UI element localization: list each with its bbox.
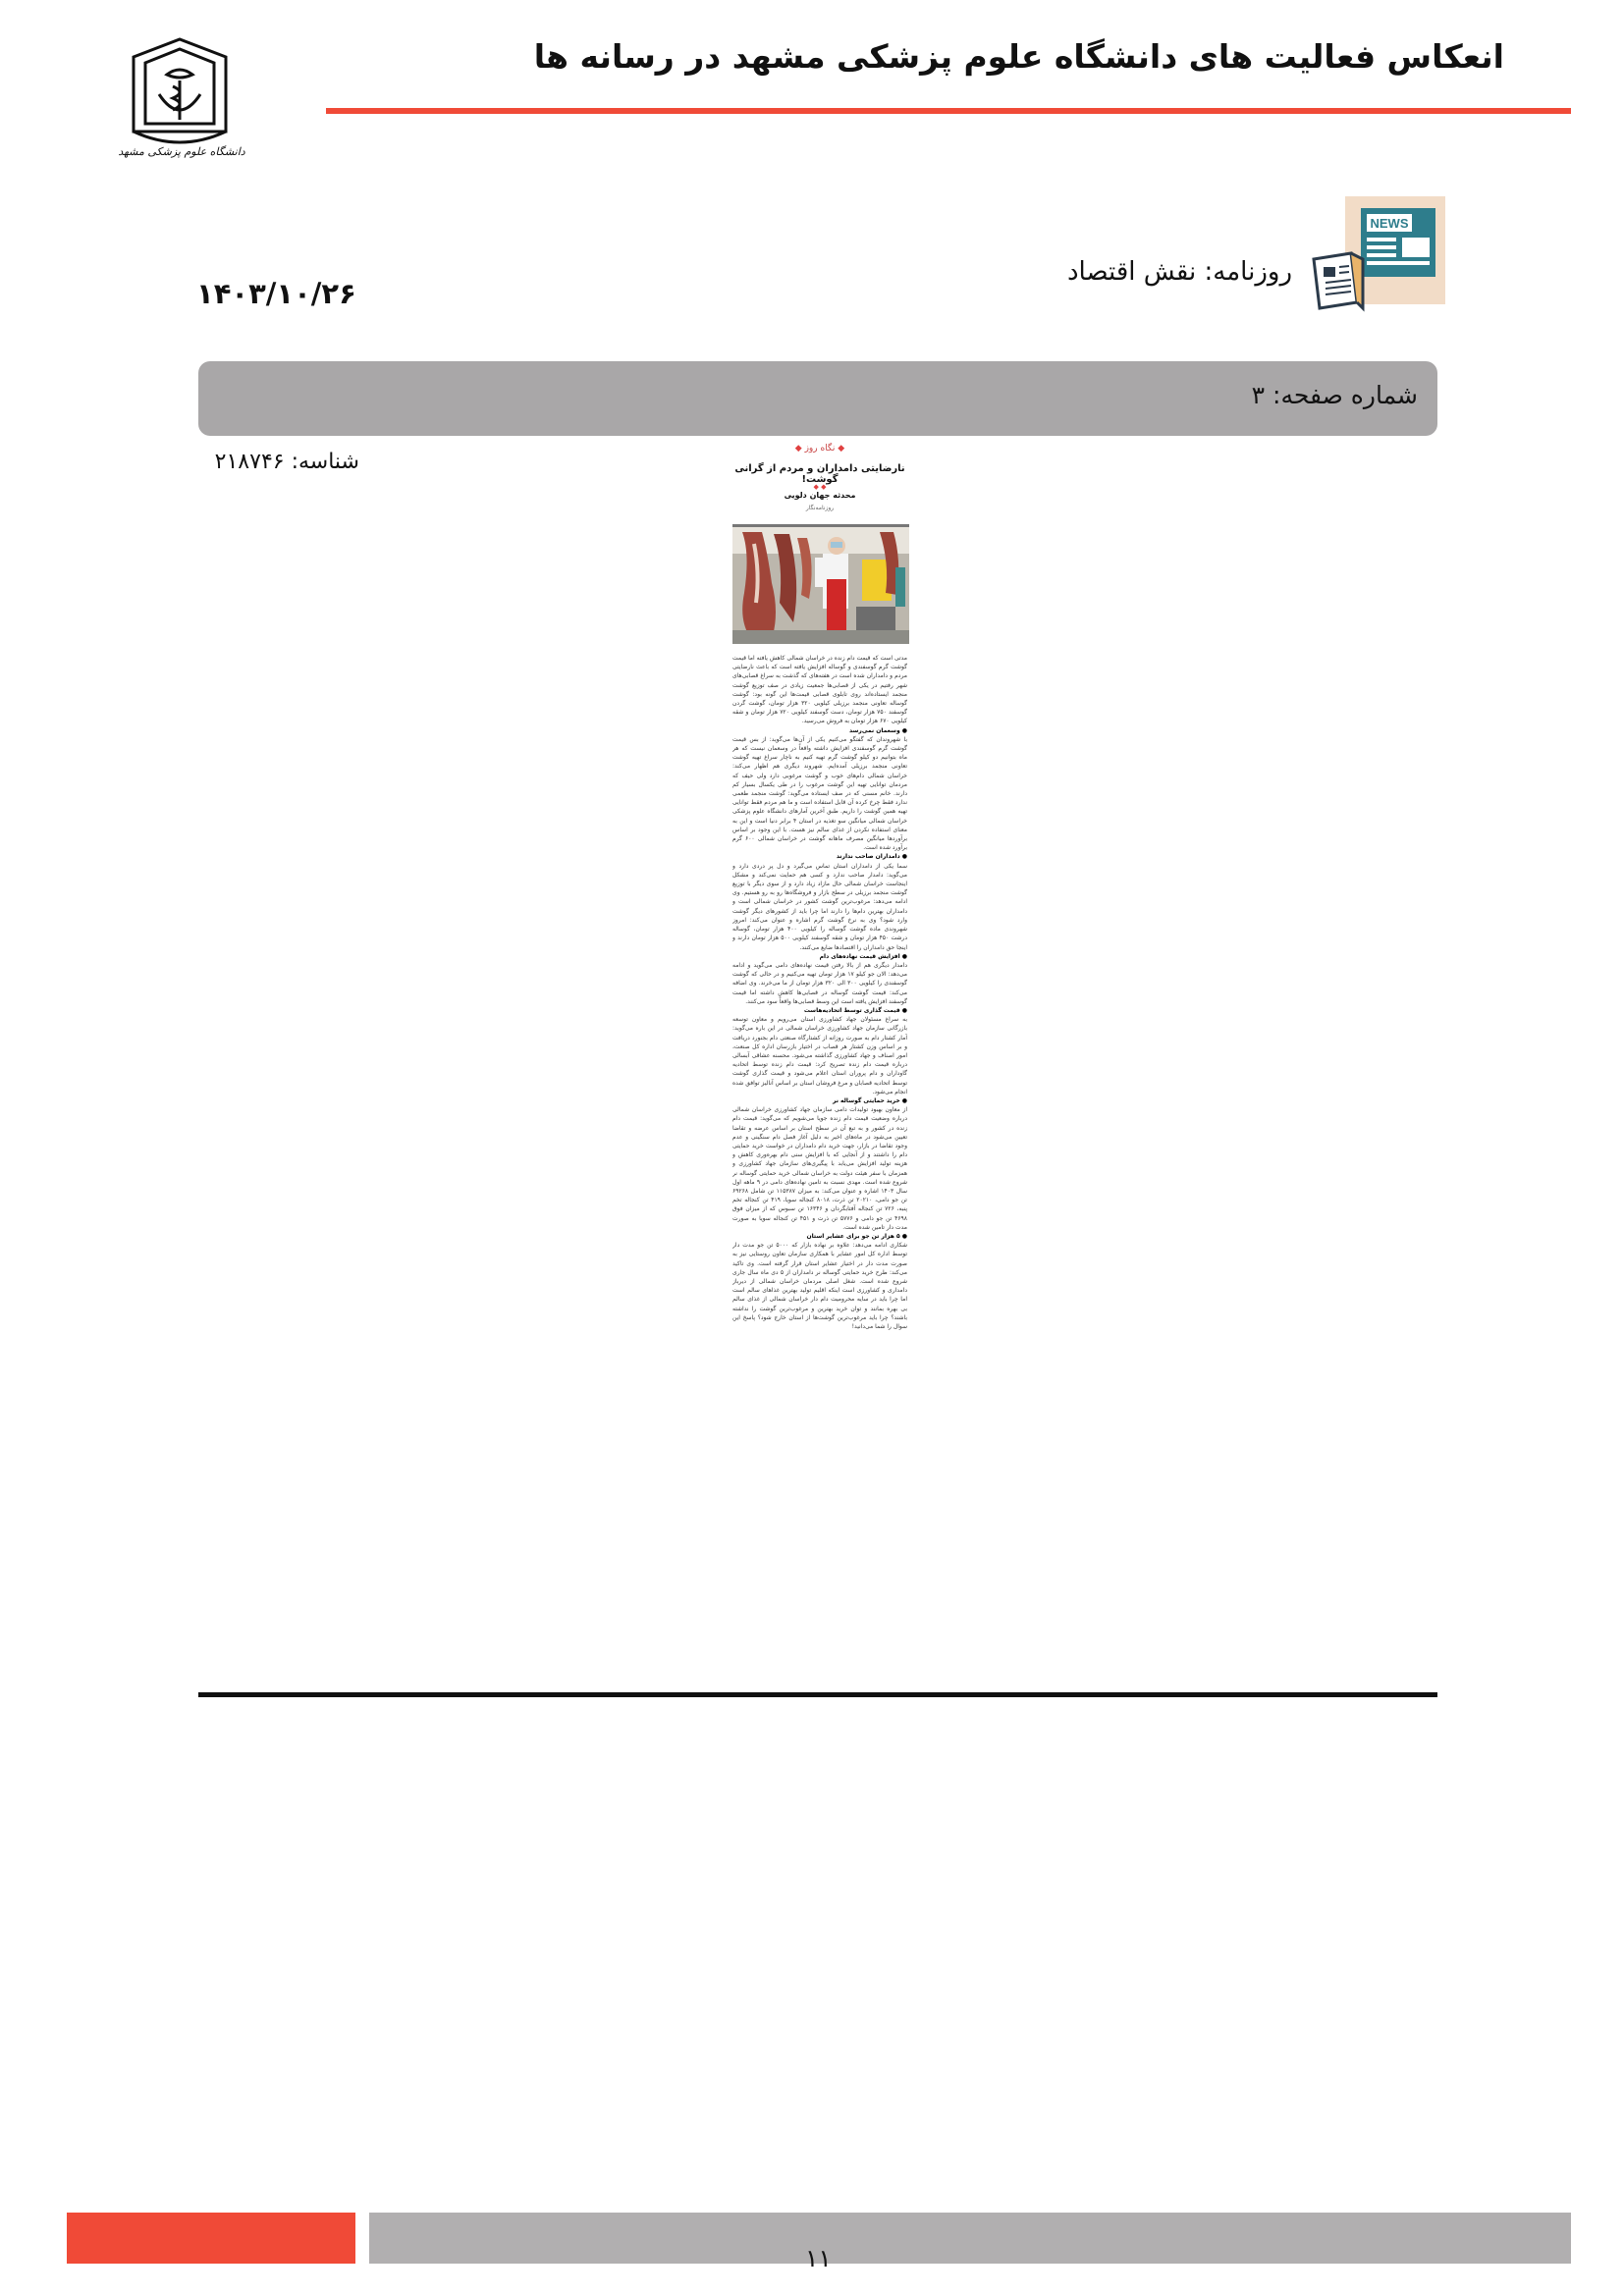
- report-title: انعکاس فعالیت های دانشگاه علوم پزشکی مشهد در رسانه ها: [533, 37, 1504, 76]
- clipping-kicker: ◆ نگاه روز ◆: [794, 444, 845, 454]
- university-emblem-icon: [116, 35, 244, 169]
- butcher-shop-photo: [732, 524, 909, 644]
- clipping-author-role: روزنامه‌نگار: [805, 505, 835, 511]
- clipping-identifier: شناسه: ۲۱۸۷۴۶: [214, 450, 359, 474]
- divider-ornament: ◆ ◆: [813, 483, 827, 491]
- clipping-subheading: وسعمان نمی‌رسد: [849, 726, 900, 734]
- page-number-label: شماره صفحه: ۳: [1251, 381, 1418, 409]
- clipping-paragraph: دامدار دیگری هم از بالا رفتن قیمت نهاده‌های دامی می‌گوید و ادامه می‌دهد: الان جو کیلو ۱۷ هزار تومان تهیه می‌کنیم و در حالی که گوشت گوسفندی را کیلویی ۳۰۰ الی ۳۲۰ هزار تومان از ما می‌خرند. وی اضافه می‌کند: قیمت گوشت گوساله در قصابی‌ها کاهش داشته اما قیمت گوسفند افزایش یافته است این وسط قصابی‌ها واقعاً سود می‌کنند.: [732, 961, 907, 1005]
- svg-text:NEWS: NEWS: [1370, 216, 1409, 231]
- newspaper-name: روزنامه: نقش اقتصاد: [1066, 257, 1292, 287]
- clipping-author: محدثه جهان دلویی: [784, 491, 856, 500]
- clipping-subheading: خرید حمایتی گوساله نر: [832, 1096, 900, 1104]
- clipping-headline: نارضایتی دامداران و مردم از گرانی گوشت!: [734, 463, 905, 485]
- clipping-paragraph: شکاری ادامه می‌دهد: علاوه بر نهاده بازار که ۵۰۰۰ تن جو مدت دار توسط اداره کل امور عشایر با همکاری سازمان تعاون روستایی نیز به صورت مدت دار در اختیار عشایر استان قرار گرفته است. وی تاکید می‌کند: طرح خرید حمایتی گوساله نر دامداران از ۵ دی ماه سال جاری شروع شده است. شغل اصلی مردمان خراسان شمالی از دیرباز دامداری و کشاورزی است اینکه اقلیم تولید بهترین غذاهای سالم است اما چرا باید در سایه محرومیت دام دار خراسان شمالی از غذای سالم بی بهره بمانند و توان خرید بهترین و مرغوب‌ترین گوشت را نداشته باشند؟ چرا باید مرغوب‌ترین گوشت‌ها از استان خارج شود؟ پاسخ این سوال را شما می‌دانید!: [732, 1242, 907, 1331]
- footer-bar: [369, 2213, 1571, 2264]
- footer-page-number: ۱۱: [805, 2244, 832, 2272]
- university-caption: دانشگاه علوم پزشکی مشهد: [118, 145, 245, 158]
- clipping-paragraph: با شهروندان که گفتگو می‌کنیم یکی از آن‌ها می‌گوید: از بس قیمت گوشت گرم گوسفندی افزایش داشته واقعاً در وسعمان نیست که هر ماه بتوانیم دو کیلو گوشت گرم تهیه کنیم به ناچار سراغ تهیه گوشت تعاونی منجمد برزیلی آمده‌ایم. شهروند دیگری هم اظهار می‌کند: خراسان شمالی دام‌های خوب و گوشت مرغوبی دارد ولی حیف که مردمان توانایی تهیه این گوشت مرغوب را در طی یکسال بسیار کم دارند. خانم مسنی که در صف ایستاده می‌گوید: گوشت منجمد طعمی ندارد فقط چرخ کرده آن قابل استفاده است و ما هم مردم فقط توانایی تهیه همین گوشت را داریم. طبق آخرین آمارهای دانشگاه علوم پزشکی خراسان شمالی میانگین سو تغذیه در استان ۴ برابر دنیا است و این به معنای استفاده نکردن از غذای سالم نیز هست. با این وجود بر اساس برآوردها میانگین مصرف ماهانه گوشت در خراسان شمالی ۶۰۰ گرم برآورد شده است.: [732, 735, 907, 852]
- page-number-bar: [198, 361, 1437, 436]
- newspaper-clipping: [729, 440, 911, 1643]
- clipping-subheading: ۵ هزار تن جو برای عشایر استان: [806, 1233, 900, 1240]
- clipping-body: مدتی است که قیمت دام زنده در خراسان شمالی کاهش یافته اما قیمت گوشت گرم گوسفندی و گوساله افزایش یافته است که باعث نارضایتی مردم و دامداران شده است در هفته‌های که گذشت به سراغ قصابی‌های شهر رفتیم در یکی از قصابی‌ها جمعیت زیادی در صف توزیع گوشت منجمد ایستاده‌اند روی تابلوی قصابی قیمت‌ها این گونه بود: گوشت گوساله تعاونی منجمد برزیلی کیلویی ۳۲۰ هزار تومان، گوشت گردن گوسفند ۷۵۰ هزار تومان، دست گوسفند کیلویی ۷۲۰ هزار تومان و شقه کیلویی ۶۷۰ هزار تومان به فروش می‌رسید. ● وسعمان نمی‌رسد با شهروندان که گفتگو می‌کنیم یکی از آن‌ها می‌گوید: از بس قیمت گوشت گرم گوسفندی افزایش داشته واقعاً در وسعمان نیست که هر ماه بتوانیم دو کیلو گوشت گرم تهیه کنیم به ناچار سراغ تهیه گوشت تعاونی منجمد برزیلی آمده‌ایم. شهروند دیگری هم اظهار می‌کند: خراسان شمالی دام‌های خوب و گوشت مرغوبی دارد ولی حیف که مردمان توانایی تهیه این گوشت مرغوب را در طی یکسال بسیار کم دارند. خانم مسنی که در صف ایستاده می‌گوید: گوشت منجمد طعمی ندارد فقط چرخ کرده آن قابل استفاده است و ما هم مردم فقط توانایی تهیه همین گوشت را داریم. طبق آخرین آمارهای دانشگاه علوم پزشکی خراسان شمالی میانگین سو تغذیه در استان ۴ برابر دنیا است و این به معنای استفاده نکردن از غذای سالم نیز هست. با این وجود بر اساس برآوردها میانگین مصرف ماهانه گوشت در خراسان شمالی ۶۰۰ گرم برآورد شده است. ● دامداران صاحب ندارند سما یکی از دامداران استان تماس می‌گیرد و دل پر دردی دارد و می‌گوید: دامدار صاحب ندارد و کسی هم حمایت نمی‌کند و مشکل اینجاست خراسان شمالی حال مازاد زیاد دارد و از سوی دیگر با توزیع گوشت منجمد برزیلی در سطح بازار و فروشگاه‌ها رو به رو هستیم. وی ادامه می‌دهد: مرغوب‌ترین گوشت کشور در خراسان شمالی است و دامداران بهترین دام‌ها را دارند اما چرا باید از کشورهای دیگر گوشت وارد شود؟ وی به نرخ گوشت گرم اشاره و عنوان می‌کند: امروز شهروندی ماده گوشت گوساله را کیلویی ۴۰۰ هزار تومان، گوساله درشت ۴۵۰ هزار تومان و شقه گوسفند کیلویی ۵۰۰ هزار تومان دارند و اینجا حق دامداران را اقتصادها ضایع می‌کنند. ● افزایش قیمت نهاده‌های دام دامدار دیگری هم از بالا رفتن قیمت نهاده‌های دامی می‌گوید و ادامه می‌دهد: الان جو کیلو ۱۷ هزار تومان تهیه می‌کنیم و در حالی که گوشت گوسفندی را کیلویی ۳۰۰ الی ۳۲۰ هزار تومان از ما می‌خرند. وی اضافه می‌کند: قیمت گوشت گوساله در قصابی‌ها کاهش داشته اما قیمت گوسفند افزایش یافته است این وسط قصابی‌ها واقعاً سود می‌کنند. ● قیمت گذاری توسط اتحادیه‌هاست به سراغ مسئولان جهاد کشاورزی استان می‌رویم و معاون توسعه بازرگانی سازمان جهاد کشاورزی خراسان شمالی در این باره می‌گوید: آمار کشتار دام به صورت روزانه از کشتارگاه صنعتی دام بجنورد دریافت و بر اساس وزن کشتار هر قصاب در اختیار بازرسان اداره کل صنعت، امور اصناف و جهاد کشاورزی گذاشته می‌شود. محسنه عشاقی آبسالی درباره قیمت دام زنده تصریح کرد: قیمت دام زنده توسط اتحادیه گاوداران و دام پروران استان اعلام می‌شود و قیمت گذاری گوشت توسط اتحادیه قصابان و مرغ فروشان استان بر اساس آنالیز توافق شده انجام می‌شود. ● خرید حمایتی گوساله نر از معاون بهبود تولیدات دامی سازمان جهاد کشاورزی خراسان شمالی درباره وضعیت قیمت دام زنده جویا می‌شویم که می‌گوید: قیمت دام زنده در کشور و به تبع آن در سطح استان بر اساس عرضه و تقاضا تعیین می‌شود در ماه‌های اخیر به دلیل آغاز فصل دام سنگینی و عدم وجود تقاضا در بازار، جهت خرید دام دامداران در خواست خرید حمایتی دام را داشتند و از آنجایی که با افزایش سنی دام بهره‌وری کاهش و هزینه تولید افزایش می‌یابد با پیگیری‌های سازمان جهاد کشاورزی و همزمان با سفر هیئت دولت به خراسان شمالی خرید حمایتی گوساله نر شروع شده است. مهدی نسبت به تامین نهاده‌های دامی در ۹ ماهه اول سال ۱۴۰۳ اشاره و عنوان می‌کند: به میزان ۱۱۵۳۸۷ تن شامل ۶۹۲۶۸ تن جو دامی، ۲۰۲۱۰ تن ذرت، ۸۰۱۸ کنجاله سویا، ۴۱۹ تن کنجاله تخم پنبه، ۷۲۶ تن کنجاله آفتابگردان و ۱۶۳۴۶ تن سبوس که از میزان فوق ۴۶۹۸ تن جو دامی و ۵۷۷۶ تن ذرت و ۴۵۱ تن کنجاله سویا به صورت مدت دار تامین شده است. ● ۵ هزار تن جو برای عشایر استان شکاری ادامه می‌دهد: علاوه بر نهاده بازار که ۵۰۰۰ تن جو مدت دار توسط اداره کل امور عشایر با همکاری سازمان تعاون روستایی نیز به صورت مدت دار در اختیار عشایر استان قرار گرفته است. وی تاکید می‌کند: طرح خرید حمایتی گوساله نر دامداران از ۵ دی ماه سال جاری شروع شده است. شغل اصلی مردمان خراسان شمالی از دیرباز دامداری و کشاورزی است اینکه اقلیم تولید بهترین غذاهای سالم است اما چرا باید در سایه محرومیت دام دار خراسان شمالی از غذای سالم بی بهره بمانند و توان خرید بهترین و مرغوب‌ترین گوشت را نداشته باشند؟ چرا باید مرغوب‌ترین گوشت‌ها از استان خارج شود؟ پاسخ این سوال را شما می‌دانید!: [732, 655, 907, 1331]
- clipping-subheading: دامداران صاحب ندارند: [836, 853, 900, 861]
- clipping-paragraph: مدتی است که قیمت دام زنده در خراسان شمالی کاهش یافته اما قیمت گوشت گرم گوسفندی و گوساله افزایش یافته است که باعث نارضایتی مردم و دامداران شده است در هفته‌های که گذشت به سراغ قصابی‌های شهر رفتیم در یکی از قصابی‌ها جمعیت زیادی در صف توزیع گوشت منجمد ایستاده‌اند روی تابلوی قصابی قیمت‌ها این گونه بود: گوشت گوساله تعاونی منجمد برزیلی کیلویی ۳۲۰ هزار تومان، گوشت گردن گوسفند ۷۵۰ هزار تومان، دست گوسفند کیلویی ۷۲۰ هزار تومان و شقه کیلویی ۶۷۰ هزار تومان به فروش می‌رسید.: [732, 655, 907, 725]
- content-bottom-divider: [198, 1692, 1437, 1697]
- clipping-paragraph: سما یکی از دامداران استان تماس می‌گیرد و دل پر دردی دارد و می‌گوید: دامدار صاحب ندارد و کسی هم حمایت نمی‌کند و مشکل اینجاست خراسان شمالی حال مازاد زیاد دارد و از سوی دیگر با توزیع گوشت منجمد برزیلی در سطح بازار و فروشگاه‌ها رو به رو هستیم. وی ادامه می‌دهد: مرغوب‌ترین گوشت کشور در خراسان شمالی است و دامداران بهترین دام‌ها را دارند اما چرا باید از کشورهای دیگر گوشت وارد شود؟ وی به نرخ گوشت گرم اشاره و عنوان می‌کند: امروز شهروندی ماده گوشت گوساله را کیلویی ۴۰۰ هزار تومان، گوساله درشت ۴۵۰ هزار تومان و شقه گوسفند کیلویی ۵۰۰ هزار تومان دارند و اینجا حق دامداران را اقتصادها ضایع می‌کنند.: [732, 862, 907, 951]
- publication-date: ۱۴۰۳/۱۰/۲۶: [196, 277, 356, 310]
- clipping-subheading: قیمت گذاری توسط اتحادیه‌هاست: [803, 1006, 900, 1014]
- clipping-paragraph: از معاون بهبود تولیدات دامی سازمان جهاد کشاورزی خراسان شمالی درباره وضعیت قیمت دام زنده جویا می‌شویم که می‌گوید: قیمت دام زنده در کشور و به تبع آن در سطح استان بر اساس عرضه و تقاضا تعیین می‌شود در ماه‌های اخیر به دلیل آغاز فصل دام سنگینی و عدم وجود تقاضا در بازار، جهت خرید دام دامداران در خواست خرید حمایتی دام را داشتند و از آنجایی که با افزایش سنی دام بهره‌وری کاهش و هزینه تولید افزایش می‌یابد با پیگیری‌های سازمان جهاد کشاورزی و همزمان با سفر هیئت دولت به خراسان شمالی خرید حمایتی گوساله نر شروع شده است. مهدی نسبت به تامین نهاده‌های دامی در ۹ ماهه اول سال ۱۴۰۳ اشاره و عنوان می‌کند: به میزان ۱۱۵۳۸۷ تن شامل ۶۹۲۶۸ تن جو دامی، ۲۰۲۱۰ تن ذرت، ۸۰۱۸ کنجاله سویا، ۴۱۹ تن کنجاله تخم پنبه، ۷۲۶ تن کنجاله آفتابگردان و ۱۶۳۴۶ تن سبوس که از میزان فوق ۴۶۹۸ تن جو دامی و ۵۷۷۶ تن ذرت و ۴۵۱ تن کنجاله سویا به صورت مدت دار تامین شده است.: [732, 1106, 907, 1231]
- header-divider: [326, 108, 1571, 114]
- news-icon: [1312, 196, 1445, 312]
- clipping-subheading: افزایش قیمت نهاده‌های دام: [819, 952, 900, 960]
- clipping-paragraph: به سراغ مسئولان جهاد کشاورزی استان می‌رویم و معاون توسعه بازرگانی سازمان جهاد کشاورزی خراسان شمالی در این باره می‌گوید: آمار کشتار دام به صورت روزانه از کشتارگاه صنعتی دام بجنورد دریافت و بر اساس وزن کشتار هر قصاب در اختیار بازرسان اداره کل صنعت، امور اصناف و جهاد کشاورزی گذاشته می‌شود. محسنه عشاقی آبسالی درباره قیمت دام زنده تصریح کرد: قیمت دام زنده توسط اتحادیه گاوداران و دام پروران استان اعلام می‌شود و قیمت گذاری گوشت توسط اتحادیه قصابان و مرغ فروشان استان بر اساس آنالیز توافق شده انجام می‌شود.: [732, 1016, 907, 1095]
- footer-accent-bar: [67, 2213, 355, 2264]
